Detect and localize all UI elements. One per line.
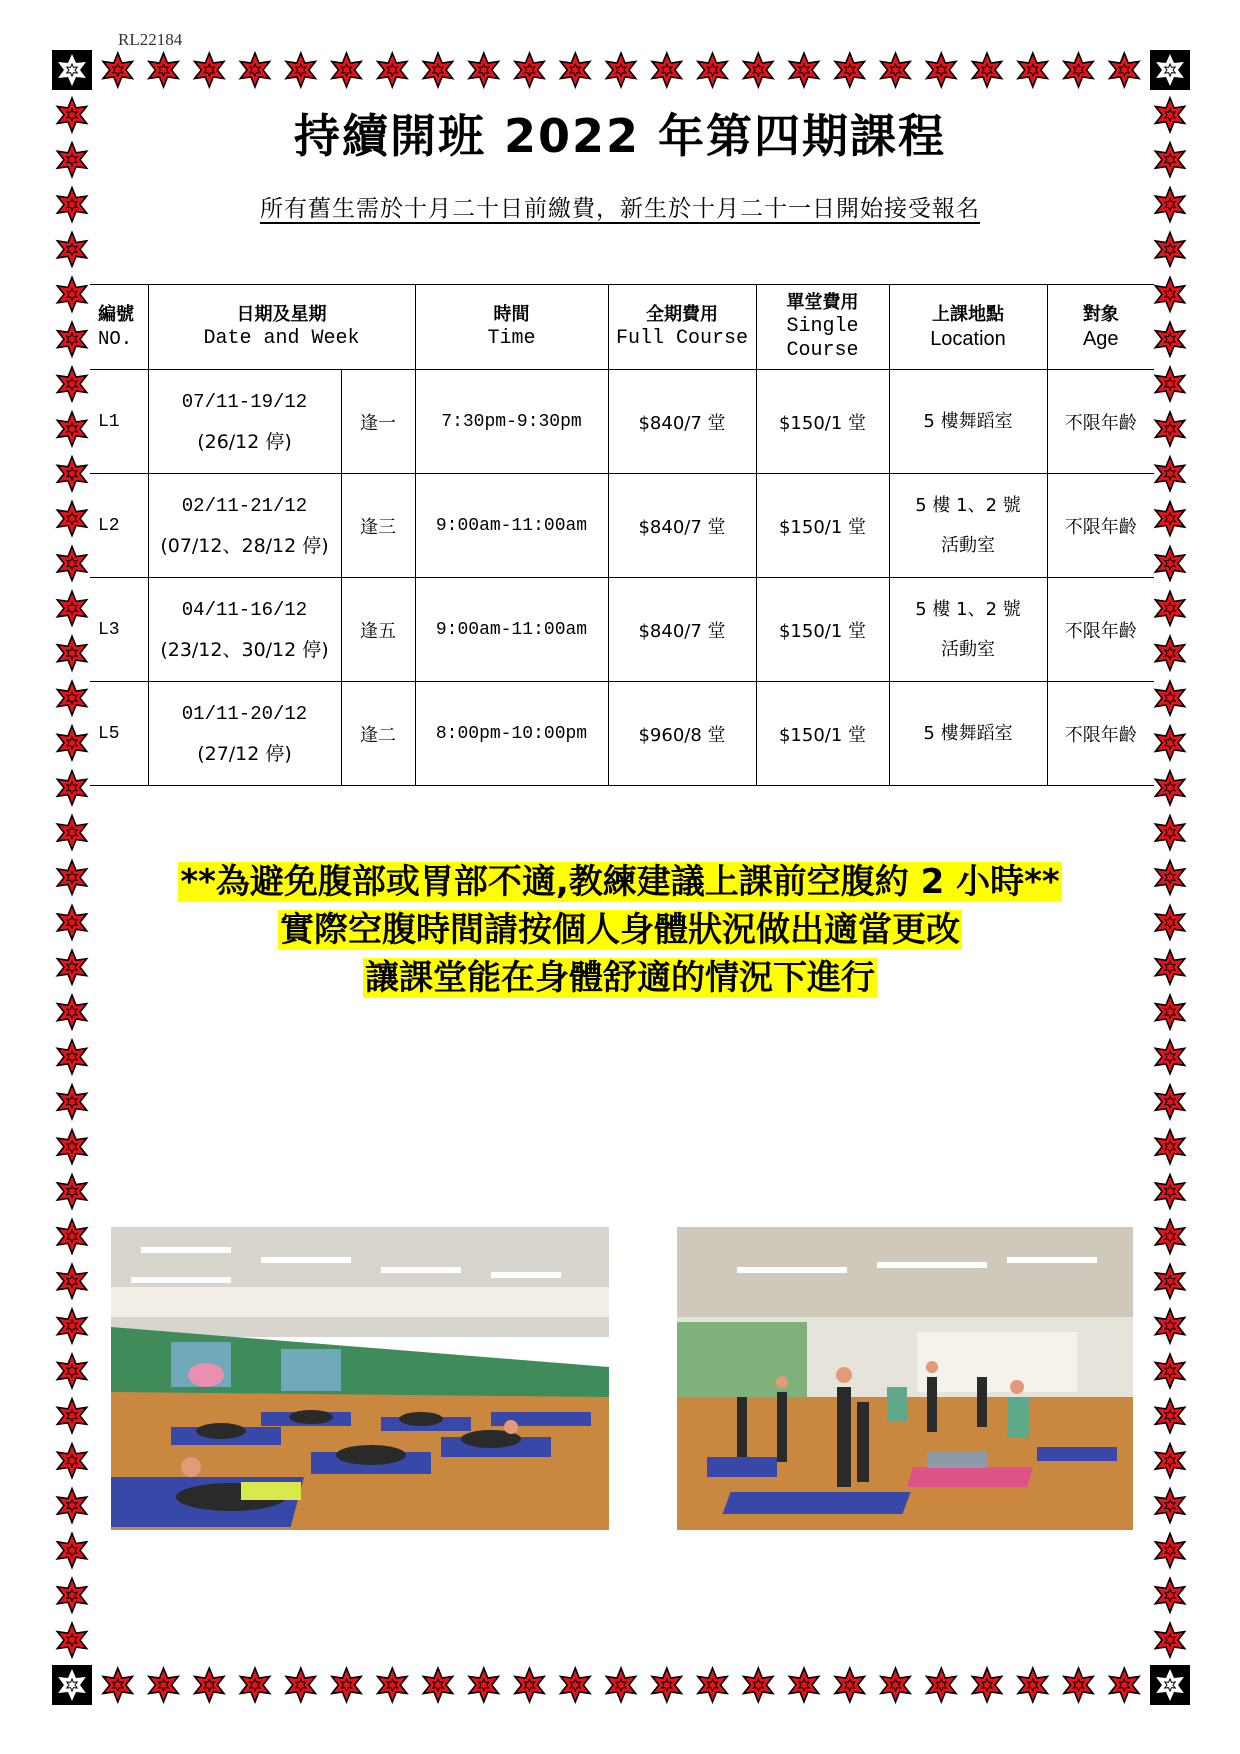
border-star-icon: [240, 1668, 269, 1702]
border-star-icon: [1155, 1309, 1184, 1343]
border-star-icon: [606, 1668, 635, 1702]
border-star-icon: [57, 726, 86, 760]
border-star-icon: [1155, 816, 1184, 850]
header-single-en2: Course: [786, 339, 859, 362]
header-location: [889, 285, 1047, 370]
border-star-icon: [57, 1040, 86, 1074]
border-star-icon: [698, 53, 727, 87]
border-star-icon: [1155, 1354, 1184, 1388]
border-star-icon: [149, 53, 178, 87]
course-full-fee: $840/7 堂: [608, 578, 756, 682]
fasting-advice: [0, 858, 1240, 1002]
course-time: 9:00am-11:00am: [415, 578, 608, 682]
course-location: [889, 474, 1047, 578]
course-weekday: 逢五: [341, 578, 415, 682]
border-star-icon: [1155, 277, 1184, 311]
corner-star-icon: [52, 50, 92, 90]
border-star-icon: [927, 1668, 957, 1702]
course-location: [889, 578, 1047, 682]
date-range: 07/11-19/12: [181, 390, 308, 413]
course-dates: [148, 474, 341, 578]
border-star-icon: [57, 277, 86, 311]
location-line2: 活動室: [941, 638, 995, 660]
border-star-icon: [103, 53, 133, 87]
border-star-icon: [1155, 547, 1184, 581]
border-star-icon: [881, 1668, 910, 1702]
course-dates: [148, 682, 341, 786]
border-star-icon: [57, 1533, 86, 1567]
border-star-icon: [606, 53, 635, 87]
class-photo-standing-poses: [677, 1227, 1133, 1530]
table-header-row: [90, 285, 1154, 370]
border-star-icon: [1155, 1175, 1184, 1209]
border-star-icon: [1110, 1668, 1140, 1702]
header-time-en: Time: [487, 327, 536, 350]
border-star-icon: [57, 1085, 86, 1119]
header-location-en: Location: [930, 328, 1006, 350]
table-row: [90, 474, 1154, 578]
table-row: [90, 578, 1154, 682]
header-no-zh: 編號: [98, 304, 134, 325]
border-star-icon: [652, 1668, 682, 1702]
border-star-icon: [57, 547, 86, 581]
page-title: 持續開班 2022 年第四期課程: [293, 109, 947, 163]
border-star-icon: [57, 1399, 86, 1433]
border-star-icon: [1155, 1623, 1184, 1657]
course-single-fee: $150/1 堂: [756, 474, 889, 578]
border-star-icon: [835, 53, 865, 87]
border-star-icon: [57, 232, 86, 266]
border-star-icon: [378, 1668, 408, 1702]
border-star-icon: [561, 1668, 591, 1702]
border-star-icon: [1155, 1085, 1184, 1119]
course-full-fee: $840/7 堂: [608, 370, 756, 474]
date-note: (26/12 停): [197, 430, 292, 453]
border-star-icon: [972, 1668, 1001, 1702]
location-line1: 5 樓舞蹈室: [923, 722, 1013, 744]
course-age: 不限年齡: [1047, 578, 1154, 682]
border-star-icon: [1155, 1533, 1184, 1567]
border-star-icon: [469, 1668, 499, 1702]
border-star-icon: [881, 53, 910, 87]
border-star-icon: [57, 1175, 86, 1209]
border-star-icon: [195, 1668, 225, 1702]
border-star-icon: [469, 53, 499, 87]
border-star-icon: [57, 1219, 86, 1253]
border-star-icon: [1155, 771, 1184, 805]
location-line1: 5 樓 1、2 號: [915, 494, 1021, 516]
header-time-zh: 時間: [493, 304, 530, 325]
border-star-icon: [57, 591, 86, 625]
header-full-course: [608, 285, 756, 370]
border-star-icon: [57, 1444, 86, 1478]
border-star-icon: [789, 53, 818, 87]
corner-star-icon: [1150, 50, 1190, 90]
border-star-icon: [1155, 412, 1184, 446]
corner-star-icon: [52, 1665, 92, 1705]
border-star-icon: [515, 1668, 544, 1702]
border-star-icon: [57, 771, 86, 805]
date-note: (27/12 停): [197, 742, 292, 765]
date-range: 04/11-16/12: [181, 598, 308, 621]
course-no: L1: [90, 370, 148, 474]
course-single-fee: $150/1 堂: [756, 578, 889, 682]
header-no-en: NO.: [98, 328, 133, 350]
course-location: [889, 370, 1047, 474]
course-no: L5: [90, 682, 148, 786]
border-star-icon: [286, 1668, 316, 1702]
location-line2: 活動室: [941, 534, 995, 556]
header-full-en: Full Course: [615, 327, 749, 350]
border-star-icon: [57, 1578, 86, 1612]
header-full-zh: 全期費用: [646, 304, 718, 325]
border-star-icon: [423, 53, 452, 87]
border-star-icon: [57, 1309, 86, 1343]
course-weekday: 逢三: [341, 474, 415, 578]
border-star-icon: [1155, 681, 1184, 715]
border-star-icon: [1155, 1264, 1184, 1298]
course-age: 不限年齡: [1047, 682, 1154, 786]
border-star-icon: [835, 1668, 865, 1702]
border-star-icon: [1018, 1668, 1048, 1702]
border-star-icon: [1155, 322, 1184, 356]
course-time: 7:30pm-9:30pm: [415, 370, 608, 474]
border-star-icon: [1155, 1040, 1184, 1074]
border-star-icon: [57, 457, 86, 491]
border-star-icon: [1155, 726, 1184, 760]
border-star-icon: [378, 53, 408, 87]
border-star-icon: [57, 367, 86, 401]
header-date-zh: 日期及星期: [236, 304, 327, 325]
course-no: L3: [90, 578, 148, 682]
border-star-icon: [1018, 53, 1048, 87]
header-no: [90, 285, 148, 370]
border-star-icon: [149, 1668, 178, 1702]
border-star-icon: [1110, 53, 1140, 87]
corner-star-icon: [1150, 1665, 1190, 1705]
border-star-icon: [195, 53, 225, 87]
border-star-icon: [1155, 1444, 1184, 1478]
border-star-icon: [652, 53, 682, 87]
header-age: [1047, 285, 1154, 370]
course-weekday: 逢二: [341, 682, 415, 786]
location-line1: 5 樓舞蹈室: [923, 410, 1013, 432]
course-location: [889, 682, 1047, 786]
border-star-icon: [57, 412, 86, 446]
course-weekday: 逢一: [341, 370, 415, 474]
course-schedule-table: [90, 284, 1154, 786]
border-star-icon: [57, 1130, 86, 1164]
header-time: [415, 285, 608, 370]
border-star-icon: [1155, 457, 1184, 491]
course-dates: [148, 578, 341, 682]
border-star-icon: [57, 502, 86, 536]
border-star-icon: [103, 1668, 133, 1702]
header-location-zh: 上課地點: [932, 304, 1004, 325]
course-full-fee: $840/7 堂: [608, 474, 756, 578]
advice-line-3: 讓課堂能在身體舒適的情況下進行: [365, 958, 875, 998]
registration-notice: [0, 190, 1240, 223]
class-photo-floor-exercise: [111, 1227, 609, 1530]
border-star-icon: [744, 53, 774, 87]
table-row: [90, 682, 1154, 786]
border-star-icon: [1155, 502, 1184, 536]
course-time: 9:00am-11:00am: [415, 474, 608, 578]
course-dates: [148, 370, 341, 474]
date-note: (23/12、30/12 停): [160, 638, 329, 661]
border-star-icon: [1155, 1219, 1184, 1253]
border-star-icon: [57, 1264, 86, 1298]
border-star-icon: [1064, 53, 1093, 87]
header-age-en: Age: [1082, 328, 1119, 350]
header-single-course: [756, 285, 889, 370]
header-age-zh: 對象: [1082, 304, 1119, 325]
header-date: [148, 285, 415, 370]
course-full-fee: $960/8 堂: [608, 682, 756, 786]
header-single-en1: Single: [786, 315, 859, 338]
border-star-icon: [972, 53, 1001, 87]
border-star-icon: [240, 53, 269, 87]
border-star-icon: [789, 1668, 818, 1702]
border-star-icon: [332, 53, 361, 87]
border-star-icon: [1155, 591, 1184, 625]
border-star-icon: [423, 1668, 452, 1702]
border-star-icon: [332, 1668, 361, 1702]
border-star-icon: [1064, 1668, 1093, 1702]
course-single-fee: $150/1 堂: [756, 370, 889, 474]
border-star-icon: [57, 816, 86, 850]
border-star-icon: [1155, 232, 1184, 266]
border-star-icon: [698, 1668, 727, 1702]
course-time: 8:00pm-10:00pm: [415, 682, 608, 786]
date-range: 02/11-21/12: [181, 494, 308, 517]
border-star-icon: [57, 1623, 86, 1657]
border-star-icon: [744, 1668, 774, 1702]
table-row: [90, 370, 1154, 474]
border-star-icon: [927, 53, 957, 87]
location-line1: 5 樓 1、2 號: [915, 598, 1021, 620]
advice-line-2: 實際空腹時間請按個人身體狀況做出適當更改: [280, 910, 960, 950]
border-star-icon: [57, 322, 86, 356]
document-code: RL22184: [118, 30, 183, 49]
course-age: 不限年齡: [1047, 474, 1154, 578]
border-star-icon: [57, 681, 86, 715]
border-star-icon: [1155, 1399, 1184, 1433]
advice-line-1: **為避免腹部或胃部不適,教練建議上課前空腹約 2 小時**: [180, 862, 1060, 902]
border-star-icon: [515, 53, 544, 87]
header-single-zh: 單堂費用: [786, 292, 859, 313]
border-star-icon: [1155, 1578, 1184, 1612]
date-range: 01/11-20/12: [181, 702, 308, 725]
border-star-icon: [561, 53, 591, 87]
registration-notice-text: 所有舊生需於十月二十日前繳費，新生於十月二十一日開始接受報名: [260, 196, 980, 222]
border-star-icon: [1155, 367, 1184, 401]
border-star-icon: [286, 53, 316, 87]
border-star-icon: [57, 1489, 86, 1523]
border-star-icon: [1155, 636, 1184, 670]
course-no: L2: [90, 474, 148, 578]
border-star-icon: [1155, 1489, 1184, 1523]
border-star-icon: [57, 1354, 86, 1388]
header-date-en: Date and Week: [203, 327, 360, 350]
border-star-icon: [1155, 1130, 1184, 1164]
course-age: 不限年齡: [1047, 370, 1154, 474]
date-note: (07/12、28/12 停): [160, 534, 329, 557]
course-single-fee: $150/1 堂: [756, 682, 889, 786]
border-star-icon: [57, 636, 86, 670]
